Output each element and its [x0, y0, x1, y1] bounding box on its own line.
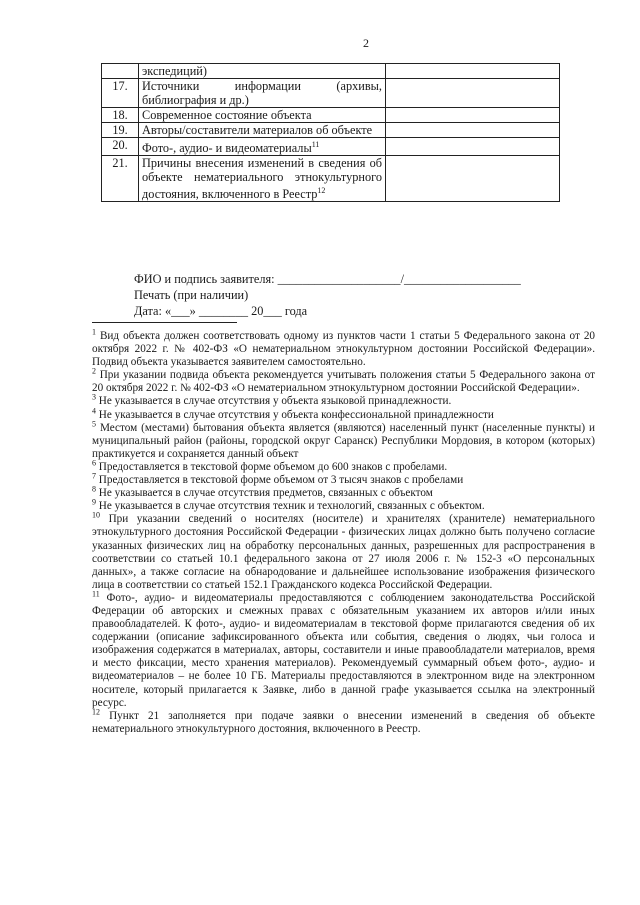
footnote-number: 4	[92, 405, 96, 415]
footnote-ref[interactable]: 11	[311, 140, 320, 149]
row-number: 19.	[102, 123, 139, 138]
date-line[interactable]: Дата: «___» ________ 20___ года	[134, 304, 308, 318]
footnote: $^6$ Предоставляется в текстовой форме объемом до 600 знаков с пробелами.	[92, 458, 448, 473]
footnote-separator	[92, 322, 237, 323]
footnote: $^5$ Местом (местами) бытования объекта является (являются) населенный пункт (населенные пункты) и муниципальный район (районы, городской округ Саранск) Республики Мордовия, в котором (которых) практикуется и сохраняется данный объект	[92, 418, 596, 460]
footnote-number: 1	[92, 327, 96, 337]
footnote: $^9$ Не указывается в случае отсутствия техник и технологий, связанных с объектом.	[92, 497, 485, 513]
row-number	[102, 64, 139, 79]
row-value-cell[interactable]	[386, 123, 560, 138]
footnote: $^4$ Не указывается в случае отсутствия у объекта конфессиональной принадлежности	[92, 405, 494, 421]
row-label: Причины внесения изменений в сведения об объекте нематериального этнокультурного достояния, включенного в Реестр$^{12}$	[139, 156, 386, 202]
table-row	[102, 64, 560, 79]
footnote: $^7$ Предоставляется в текстовой форме объемом от 3 тысяч знаков с пробелами	[92, 471, 464, 487]
row-number: 20.	[102, 138, 139, 156]
row-number: 18.	[102, 108, 139, 123]
row-value-cell[interactable]	[386, 108, 560, 123]
applicant-fio-signature[interactable]: ФИО и подпись заявителя: ____________________/___________________	[134, 272, 521, 286]
form-table	[101, 63, 560, 202]
footnote-number: 8	[92, 484, 96, 494]
footnote: $^{11}$ Фото-, аудио- и видеоматериалы предоставляются с соблюдением законодательства Российской Федерации об авторских и смежных правах с обязательным указанием их авторов и/или иных правообладателей. К фото-, аудио- и видеоматериалам в текстовой форме прилагаются сведения об их содержании (описание зафиксированного объекта или события, сведения о людях, чьи голоса и изображения содержатся в материалах, авторы, составители и иные правообладатели материалов, время и место фиксации, место хранения материалов). Рекомендуемый суммарный объем фото-, аудио- и видеоматериалов – не более 10 ГБ. Материалы предоставляются в электронном виде на электронном носителе, который прилагается к Заявке, либо в данной графе указывается ссылка на электронный ресурс.	[92, 589, 596, 709]
footnote-number: 5	[92, 418, 96, 428]
row-label: Авторы/составители материалов об объекте	[139, 123, 386, 138]
row-label: экспедиций)	[139, 64, 386, 79]
footnote-number: 11	[92, 589, 100, 599]
row-value-cell[interactable]	[386, 138, 560, 156]
table-row	[102, 108, 560, 123]
table-row	[102, 123, 560, 138]
row-label: Современное состояние объекта	[139, 108, 386, 123]
row-value-cell[interactable]	[386, 156, 560, 202]
footnote: $^2$ При указании подвида объекта рекомендуется учитывать положения статьи 5 Федерального закона от 20 октября 2022 г. № 402-ФЗ «О нематериальном этнокультурном достоянии Российской Федерации».	[92, 366, 595, 395]
footnote-number: 10	[92, 510, 100, 520]
page-number: 2	[363, 36, 369, 50]
footnote-ref[interactable]: 12	[317, 186, 326, 196]
table-row	[102, 79, 560, 108]
stamp-line: Печать (при наличии)	[134, 288, 249, 302]
row-number: 17.	[102, 79, 139, 108]
footnote-number: 3	[92, 392, 96, 402]
footnote-number: 2	[92, 366, 96, 376]
footnote: $^3$ Не указывается в случае отсутствия у объекта языковой принадлежности.	[92, 392, 452, 408]
row-value-cell[interactable]	[386, 64, 560, 79]
footnote: $^8$ Не указывается в случае отсутствия предметов, связанных с объектом	[92, 484, 433, 500]
footnote-number: 7	[92, 471, 96, 481]
table-row	[102, 156, 560, 202]
footnote: $^{10}$ При указании сведений о носителях (носителе) и хранителях (хранителе) нематериального этнокультурного достояния Российской Федерации - физических лицах должно быть получено согласие указанных физических лиц на обработку персональных данных, разрешенных для распространения в соответствии со статьей 10.1 федерального закона от 27 июля 2006 г. № 152-3 «О персональных данных», а также согласие на обнародование и дальнейшее использование изображения физического лица в соответствии со статьей 152.1 Гражданского кодекса Российской Федерации.	[92, 510, 595, 591]
footnote: $^{12}$ Пункт 21 заполняется при подаче заявки о внесении изменений в сведения об объекте нематериального этнокультурного достояния, включенного в Реестр.	[92, 706, 596, 735]
row-label: Источники информации (архивы, библиография и др.)	[139, 79, 386, 108]
row-value-cell[interactable]	[386, 79, 560, 108]
row-number: 21.	[102, 156, 139, 202]
footnote: $^1$ Вид объекта должен соответствовать одному из пунктов части 1 статьи 5 Федерального закона от 20 октября 2022 г. № 402-ФЗ «О нематериальном этнокультурном достоянии Российской Федерации». Подвид объекта указывается заявителем самостоятельно.	[92, 327, 596, 369]
footnotes	[92, 327, 596, 736]
footnote-number: 6	[92, 458, 96, 468]
footnote-number: 9	[92, 497, 96, 507]
row-label: Фото-, аудио- и видеоматериалы$^{11}$	[139, 138, 386, 156]
footnote-number: 12	[92, 706, 100, 716]
table-row	[102, 138, 560, 156]
